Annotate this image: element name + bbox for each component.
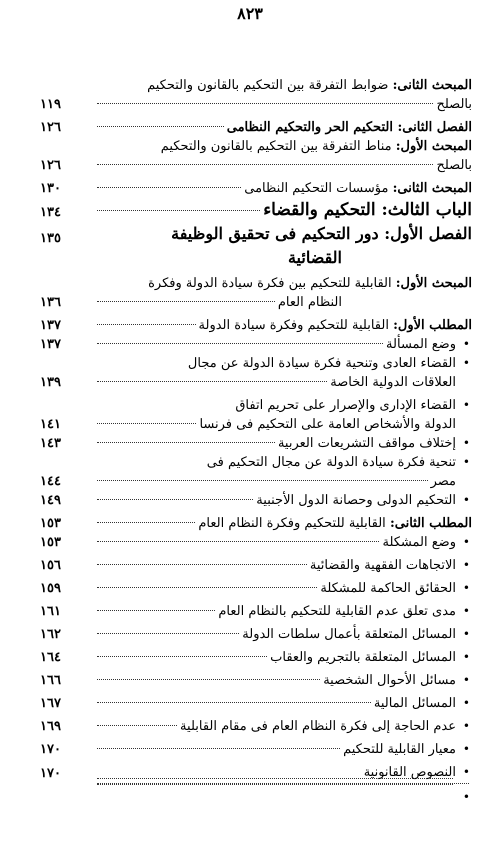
entry-title: • المسائل المتعلقة بالتجريم والعقاب xyxy=(270,650,456,665)
entry-page: ١٥٣ xyxy=(40,516,61,531)
toc-entry xyxy=(40,625,472,644)
entry-page: ١٤١ xyxy=(40,417,61,432)
entry-title: • الاتجاهات الفقهية والقضائية xyxy=(309,558,456,573)
entry-page: ١٦٩ xyxy=(40,719,61,734)
toc-entry xyxy=(40,788,472,789)
entry-page: ١٦٧ xyxy=(40,696,61,711)
entry-label: المبحث الثانى: xyxy=(392,78,472,93)
entry-title: • المسائل المالية xyxy=(373,696,456,711)
entry-continuation: مصر xyxy=(430,474,456,489)
toc-entry xyxy=(40,763,472,783)
entry-label: الباب الثالث: xyxy=(381,200,472,220)
entry-label: الفصل الثانى: xyxy=(397,120,472,135)
toc-entry xyxy=(40,118,472,137)
entry-title: القابلية للتحكيم بين فكرة سيادة الدولة وفكرة xyxy=(148,276,392,291)
toc-entry xyxy=(40,453,472,491)
entry-page: ١٢٦ xyxy=(40,158,61,173)
entry-title: • مسائل الأحوال الشخصية xyxy=(323,673,456,688)
entry-page: ١٥٩ xyxy=(40,581,61,596)
entry-label: المطلب الأول: xyxy=(393,318,472,333)
entry-title: • وضع المشكلة xyxy=(382,535,456,550)
entry-title: مناط التفرقة بين التحكيم بالقانون والتحكيم xyxy=(160,139,392,154)
entry-page: ١٣٤ xyxy=(40,205,61,220)
entry-title: • معيار القابلية للتحكيم xyxy=(343,742,456,757)
entry-label: المطلب الثانى: xyxy=(389,516,472,531)
entry-page: ١٥٦ xyxy=(40,558,61,573)
entry-page: ١٣٧ xyxy=(40,318,61,333)
entry-page: ١٣٩ xyxy=(40,375,61,390)
entry-title: التحكيم والقضاء xyxy=(263,200,376,220)
entry-page: ١١٩ xyxy=(40,97,61,112)
entry-page: ١٦١ xyxy=(40,604,61,619)
entry-label: المبحث الثانى: xyxy=(392,181,472,196)
entry-page: ١٣٦ xyxy=(40,295,61,310)
toc-entry xyxy=(40,556,472,575)
table-of-contents xyxy=(40,76,472,789)
entry-page: ١٧٠ xyxy=(40,766,61,781)
entry-title: • مدى تعلق عدم القابلية للتحكيم بالنظام العام xyxy=(218,604,456,619)
entry-label: المبحث الأول: xyxy=(395,276,472,291)
toc-entry xyxy=(40,396,472,434)
entry-continuation: بالصلح xyxy=(436,97,472,112)
toc-entry xyxy=(40,694,472,713)
entry-page: ١٦٦ xyxy=(40,673,61,688)
toc-entry xyxy=(40,316,472,335)
entry-title: • القضاء الإدارى والإصرار على تحريم اتفاق xyxy=(235,398,456,413)
entry-continuation: القضائية xyxy=(287,248,342,267)
entry-title: ضوابط التفرقة بين التحكيم بالقانون والتحكيم xyxy=(147,78,389,93)
entry-title: القابلية للتحكيم وفكرة سيادة الدولة xyxy=(198,318,389,333)
entry-continuation: بالصلح xyxy=(436,158,472,173)
page-number: ٨٢٣ xyxy=(237,4,263,23)
toc-entry xyxy=(40,137,472,175)
entry-page: ١٦٤ xyxy=(40,650,61,665)
toc-entry xyxy=(40,434,472,453)
toc-entry xyxy=(40,717,472,736)
entry-label: المبحث الأول: xyxy=(395,139,472,154)
entry-label: الفصل الأول: xyxy=(384,224,472,243)
entry-title: • التحكيم الدولى وحصانة الدول الأجنبية xyxy=(256,493,456,508)
entry-title: • النصوص القانونية xyxy=(363,765,456,780)
toc-entry xyxy=(40,579,472,598)
entry-page: ١٧٠ xyxy=(40,742,61,757)
entry-page: ١٤٣ xyxy=(40,436,61,451)
entry-page: ١٤٤ xyxy=(40,474,61,489)
entry-title: • وضع المسألة xyxy=(386,337,456,352)
toc-entry xyxy=(40,76,472,114)
entry-page: ١٢٦ xyxy=(40,120,61,135)
toc-entry xyxy=(40,198,472,222)
toc-entry xyxy=(40,514,472,533)
toc-entry xyxy=(40,274,472,312)
entry-title: • عدم الحاجة إلى فكرة النظام العام فى مقام القابلية xyxy=(180,719,456,734)
entry-title: مؤسسات التحكيم النظامى xyxy=(244,181,389,196)
toc-entry xyxy=(40,491,472,510)
entry-page: ١٣٥ xyxy=(40,231,61,246)
entry-continuation: النظام العام xyxy=(277,295,342,310)
entry-page: ١٦٢ xyxy=(40,627,61,642)
toc-entry xyxy=(40,648,472,667)
entry-page: ١٥٣ xyxy=(40,535,61,550)
entry-title: دور التحكيم فى تحقيق الوظيفة xyxy=(171,224,379,243)
toc-entry xyxy=(40,671,472,690)
toc-entry xyxy=(40,354,472,392)
entry-title: • إختلاف مواقف التشريعات العربية xyxy=(277,436,456,451)
entry-continuation: العلاقات الدولية الخاصة xyxy=(330,375,456,390)
toc-entry xyxy=(40,740,472,759)
toc-entry xyxy=(40,179,472,198)
entry-page: ١٤٩ xyxy=(40,493,61,508)
entry-title: • المسائل المتعلقة بأعمال سلطات الدولة xyxy=(242,627,456,642)
toc-entry xyxy=(40,602,472,621)
toc-entry xyxy=(40,222,472,270)
entry-title: • القضاء العادى وتنحية فكرة سيادة الدولة عن مجال xyxy=(187,356,456,371)
toc-entry xyxy=(40,335,472,354)
entry-title: القابلية للتحكيم وفكرة النظام العام xyxy=(198,516,386,531)
entry-title: • تنحية فكرة سيادة الدولة عن مجال التحكيم فى xyxy=(206,455,456,470)
entry-title: • الحقائق الحاكمة للمشكلة xyxy=(320,581,456,596)
toc-entry xyxy=(40,533,472,552)
entry-page: ١٣٧ xyxy=(40,337,61,352)
entry-title: التحكيم الحر والتحكيم النظامى xyxy=(226,120,393,135)
entry-page: ١٣٠ xyxy=(40,181,61,196)
entry-continuation: الدولة والأشخاص العامة على التحكيم فى فرنسا xyxy=(199,417,456,432)
